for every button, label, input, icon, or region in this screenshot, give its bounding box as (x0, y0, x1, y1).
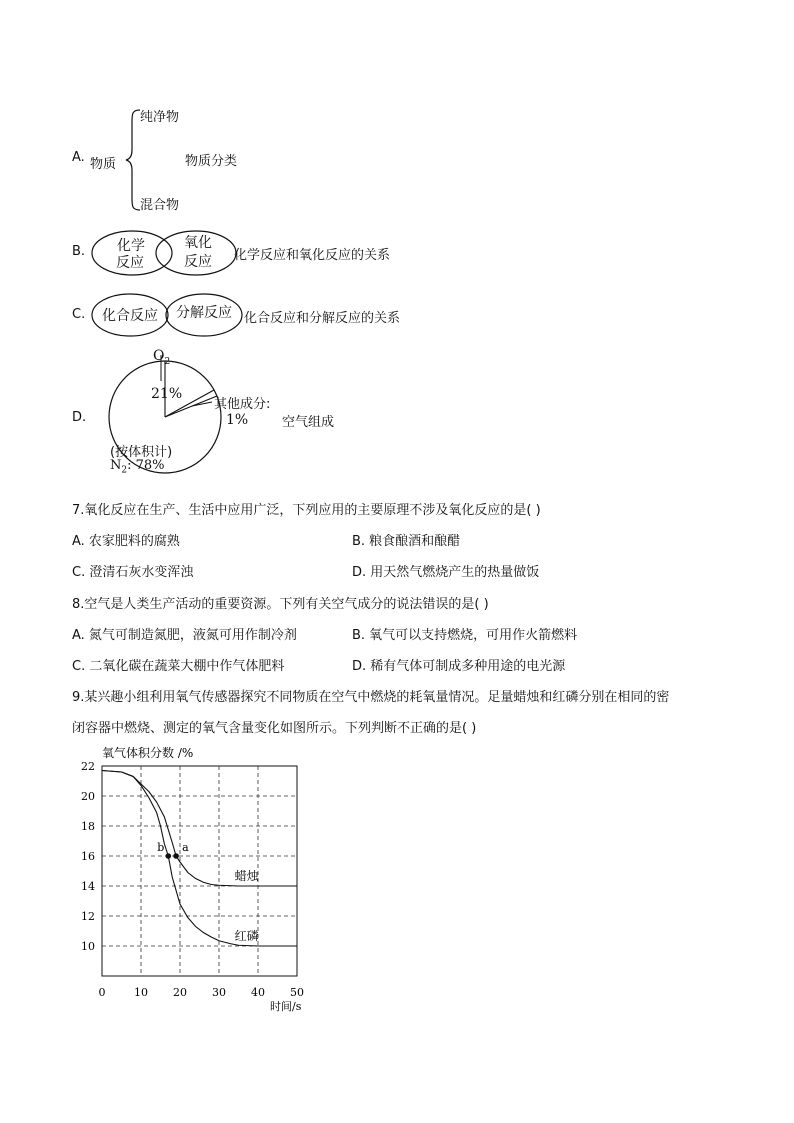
option-b-letter: B. (72, 244, 86, 259)
y-tick-label: 10 (81, 940, 95, 953)
volume-basis-label: (按体积计) (110, 445, 173, 460)
x-tick-label: 40 (251, 986, 265, 999)
option-a-letter: A. (72, 150, 85, 165)
option-d-letter: D. (72, 410, 87, 425)
q8-option-c: C. 二氧化碳在蔬菜大棚中作气体肥料 (72, 659, 285, 674)
q7-option-b: B. 粮食酿酒和酿醋 (352, 534, 461, 549)
y-tick-label: 16 (81, 850, 95, 863)
n2-subscript: 2 (121, 465, 128, 476)
q9-stem-line2: 闭容器中燃烧、测定的氧气含量变化如图所示。下列判断不正确的是( ) (72, 721, 477, 736)
q7-stem: 7.氧化反应在生产、生活中应用广泛，下列应用的主要原理不涉及氧化反应的是( ) (72, 503, 541, 518)
q8-option-b: B. 氧气可以支持燃烧，可用作火箭燃料 (352, 628, 578, 643)
series-line (102, 771, 297, 887)
y-tick-label: 12 (81, 910, 95, 923)
option-a-root: 物质 (90, 157, 117, 172)
overlapping-ellipses-diagram (90, 228, 240, 278)
plot-frame (102, 766, 297, 976)
y-tick-label: 14 (81, 880, 95, 893)
y-tick-label: 20 (81, 790, 95, 803)
option-a-caption: 物质分类 (185, 154, 238, 169)
q7-option-a: A. 农家肥料的腐熟 (72, 534, 180, 549)
o2-label (153, 348, 170, 367)
x-tick-label: 30 (212, 986, 226, 999)
option-d-caption: 空气组成 (282, 415, 335, 430)
q7-option-d: D. 用天然气燃烧产生的热量做饭 (352, 565, 540, 580)
chart-xlabel: 时间/s (270, 1000, 302, 1013)
series-label: 蜡烛 (234, 869, 259, 883)
o2-subscript: 2 (164, 356, 171, 367)
n2-label (110, 458, 165, 476)
option-b-left-line2: 反应 (116, 255, 144, 271)
x-tick-label: 50 (290, 986, 304, 999)
other-label: 其他成分: (214, 397, 271, 412)
option-b-left-line1: 化学 (117, 238, 145, 254)
option-c-right: 分解反应 (176, 305, 232, 321)
option-c-left: 化合反应 (102, 308, 158, 324)
option-a-branch-top: 纯净物 (140, 110, 180, 125)
option-c-caption: 化合反应和分解反应的关系 (244, 311, 401, 326)
y-tick-label: 22 (81, 760, 95, 773)
option-a-branch-bottom: 混合物 (140, 198, 180, 213)
q8-stem: 8.空气是人类生产活动的重要资源。下列有关空气成分的说法错误的是( ) (72, 597, 489, 612)
option-c-letter: C. (72, 307, 86, 322)
chart-ylabel: 氧气体积分数 /% (102, 746, 194, 760)
option-b-right-line2: 反应 (184, 254, 212, 270)
option-b-caption: 化学反应和氧化反应的关系 (234, 248, 391, 263)
q8-option-d: D. 稀有气体可制成多种用途的电光源 (352, 659, 566, 674)
x-tick-label: 20 (173, 986, 187, 999)
q9-stem-line1: 9.某兴趣小组利用氧气传感器探究不同物质在空气中燃烧的耗氧量情况。足量蜡烛和红磷分别在相同的密 (72, 690, 670, 705)
other-percent: 1% (226, 412, 249, 428)
n2-percent: : 78% (127, 458, 165, 473)
series-line (102, 771, 297, 947)
option-b-right-line1: 氧化 (184, 235, 212, 251)
y-tick-label: 18 (81, 820, 95, 833)
point-label: b (157, 841, 165, 854)
q8-option-a: A. 氮气可制造氮肥，液氮可用作制冷剂 (72, 628, 297, 643)
q7-option-c: C. 澄清石灰水变浑浊 (72, 565, 194, 580)
marked-point (173, 853, 179, 859)
n2-symbol: N (110, 458, 122, 473)
o2-percent: 21% (151, 386, 183, 402)
oxygen-content-chart (70, 740, 340, 1020)
o2-symbol: O (153, 348, 165, 364)
point-label: a (182, 841, 189, 854)
marked-point (166, 853, 172, 859)
x-tick-label: 0 (98, 986, 106, 999)
series-label: 红磷 (234, 929, 259, 943)
x-tick-label: 10 (134, 986, 148, 999)
